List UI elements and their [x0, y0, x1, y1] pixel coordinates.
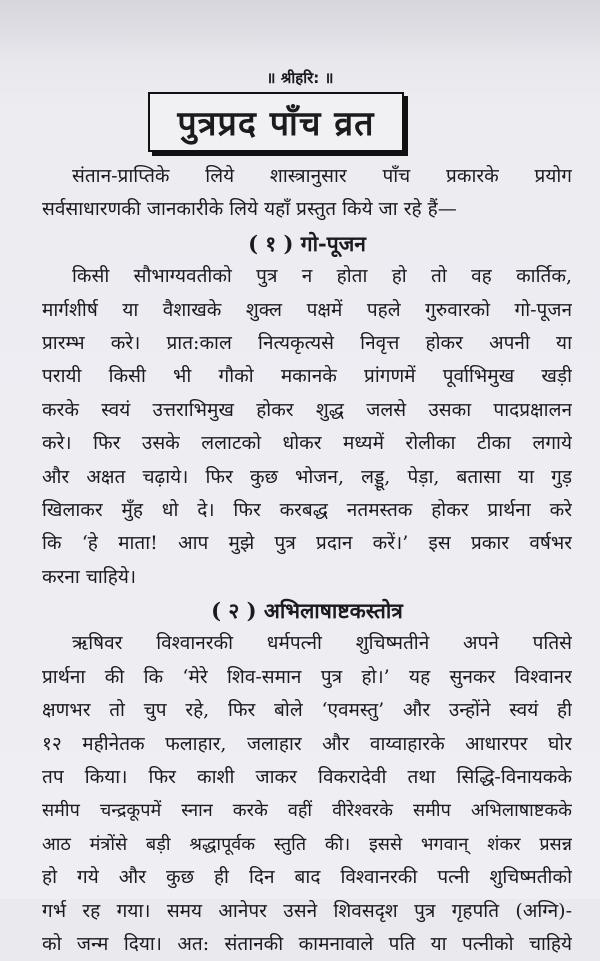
body-line: प्रार्थना की कि ‘मेरे शिव-समान पुत्र हो।’ यह सुनकर विश्वानर	[42, 665, 572, 688]
body-line: मार्गशीर्ष या वैशाखके शुक्ल पक्षमें पहले गुरुवारको गो-पूजन	[42, 298, 572, 321]
body-line: १२ महीनेतक फलाहार, जलाहार और वाय्वाहारके आधारपर घोर	[42, 732, 572, 755]
body-line: को जन्म दिया। अत: संतानकी कामनावाले पति या पत्नीको चाहिये	[42, 932, 572, 955]
body-line: ऋषिवर विश्वानरकी धर्मपत्नी शुचिष्मतीने अपने पतिसे	[72, 632, 572, 655]
section-heading-2: ( २ ) अभिलाषाष्टकस्तोत्र	[211, 598, 403, 624]
body-line: करे। फिर उसके ललाटको धोकर मध्यमें रोलीका टीका लगाये	[42, 432, 572, 455]
body-line: समीप चन्द्रकूपमें स्नान करके वहीं वीरेश्वरके समीप अभिलाषाष्टकके	[42, 800, 572, 822]
body-line: परायी किसी भी गौको मकानके प्रांगणमें पूर्वाभिमुख खड़ी	[42, 365, 572, 388]
body-line: तप किया। फिर काशी जाकर विकरादेवी तथा सिद्धि-विनायकके	[42, 766, 572, 789]
intro-line: संतान-प्राप्तिके लिये शास्त्रानुसार पाँच प्रकारके प्रयोग	[72, 165, 572, 187]
body-line: आठ मंत्रोंसे बड़ी श्रद्धापूर्वक स्तुति की। इससे भगवान् शंकर प्रसन्न	[42, 833, 572, 855]
body-line: प्रारम्भ करे। प्रात:काल नित्यकृत्यसे निवृत्त होकर अपनी या	[42, 331, 572, 354]
body-line: हो गये और कुछ ही दिन बाद विश्वानरकी पत्नी शुचिष्मतीको	[42, 866, 572, 889]
body-line: और अक्षत चढ़ाये। फिर कुछ भोजन, लड्डू, पेड़ा, बतासा या गुड़	[42, 465, 572, 488]
page-title: पुत्रप्रद पाँच व्रत	[177, 104, 375, 144]
section-heading-1: ( १ ) गो-पूजन	[248, 230, 366, 256]
body-line: खिलाकर मुँह धो दे। फिर करबद्ध नतमस्तक होकर प्रार्थना करे	[42, 498, 572, 521]
body-line: गर्भ रह गया। समय आनेपर उसने शिवसदृश पुत्र गृहपति (अग्नि)-	[42, 899, 572, 922]
article-body	[42, 160, 572, 961]
title-box	[148, 92, 404, 152]
body-line: क्षणभर तो चुप रहे, फिर बोले ‘एवमस्तु’ और उन्होंने स्वयं ही	[42, 699, 572, 722]
body-line: किसी सौभाग्यवतीको पुत्र न होता हो तो वह कार्तिक,	[72, 265, 572, 288]
body-line: कि ‘हे माता! आप मुझे पुत्र प्रदान करें।’ इस प्रकार वर्षभर	[42, 532, 572, 555]
intro-line: सर्वसाधारणकी जानकारीके लिये यहाँ प्रस्तुत किये जा रहे हैं—	[42, 198, 457, 221]
faded-header-area	[0, 0, 600, 60]
header-invocation: ॥ श्रीहरि: ॥	[266, 69, 334, 87]
body-line: करके स्वयं उत्तराभिमुख होकर शुद्ध जलसे उसका पादप्रक्षालन	[42, 398, 572, 421]
body-line: करना चाहिये।	[42, 565, 137, 588]
